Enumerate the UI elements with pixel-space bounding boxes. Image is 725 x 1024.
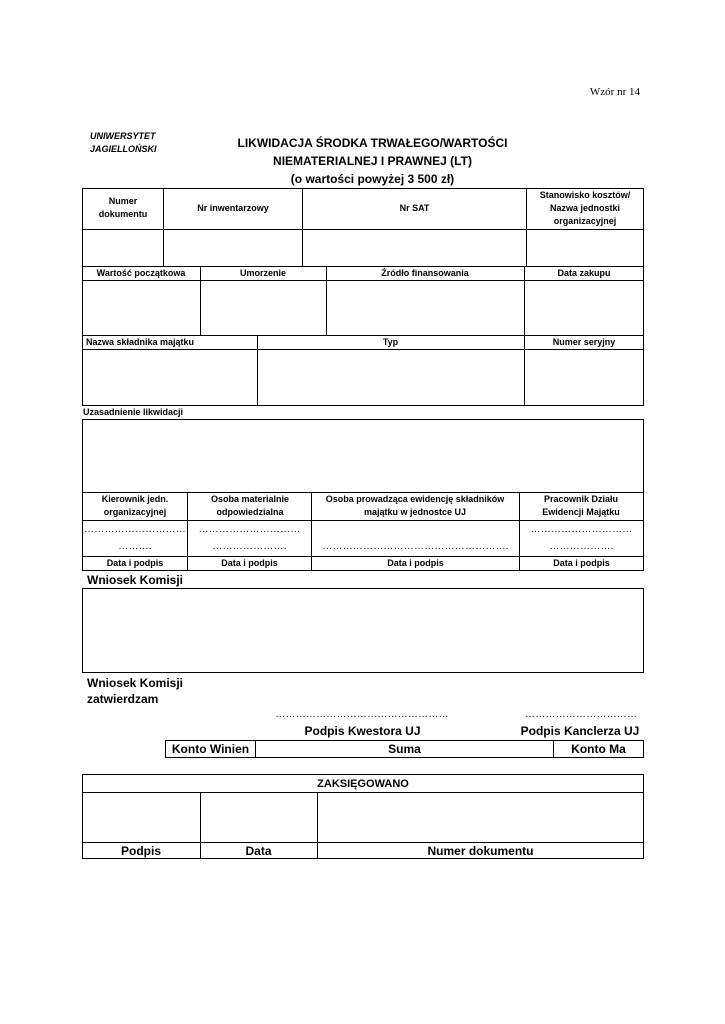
responsible-person-header: Osoba materialnie odpowiedzialna xyxy=(210,494,290,517)
sat-number-header: Nr SAT xyxy=(399,203,430,213)
booked-document-number-field[interactable] xyxy=(318,793,643,841)
doc-number-field[interactable] xyxy=(83,230,162,266)
inventory-number-header: Nr inwentarzowy xyxy=(197,203,269,213)
responsible-signature-dots-2[interactable]: …………………. xyxy=(212,541,287,552)
booked-date-field[interactable] xyxy=(201,793,316,841)
type-header: Typ xyxy=(382,337,399,347)
head-signature-dots-2[interactable]: ………. xyxy=(118,541,152,552)
university-name-line1: UNIWERSYTET xyxy=(90,131,156,141)
doc-number-header: Numer dokumentu xyxy=(98,196,148,219)
registry-signature-dots[interactable]: ………………………………………………. xyxy=(322,541,509,552)
registry-person-header: Osoba prowadząca ewidencję składników majątku w jednostce UJ xyxy=(325,494,505,517)
date-sign-label-4: Data i podpis xyxy=(553,558,610,568)
head-signature-dots-1[interactable]: ………………………… xyxy=(84,524,186,535)
serial-number-field[interactable] xyxy=(525,350,643,405)
purchase-date-header: Data zakupu xyxy=(557,268,611,278)
university-name-line2: JAGIELLOŃSKI xyxy=(90,144,157,154)
suma-label: Suma xyxy=(388,742,421,756)
sat-number-field[interactable] xyxy=(303,230,525,266)
kwestor-signature-label: Podpis Kwestora UJ xyxy=(304,724,421,738)
approval-label-line2: zatwierdzam xyxy=(87,692,159,706)
booked-document-number-label: Numer dokumentu xyxy=(427,844,534,858)
depreciation-header: Umorzenie xyxy=(239,268,286,278)
records-employee-header: Pracownik Działu Ewidencji Majątku xyxy=(542,494,620,517)
booked-title: ZAKSIĘGOWANO xyxy=(317,778,409,790)
inventory-number-field[interactable] xyxy=(164,230,301,266)
form-number: Wzór nr 14 xyxy=(589,86,640,98)
form-title-line2: NIEMATERIALNEJ I PRAWNEJ (LT) xyxy=(273,154,472,168)
head-of-unit-header: Kierownik jedn. organizacyjnej xyxy=(101,494,169,517)
depreciation-field[interactable] xyxy=(201,281,325,335)
cost-center-field[interactable] xyxy=(527,230,643,266)
commission-request-label: Wniosek Komisji xyxy=(87,573,184,587)
justification-field[interactable] xyxy=(82,419,644,493)
initial-value-field[interactable] xyxy=(83,281,199,335)
funding-source-header: Źródło finansowania xyxy=(381,268,469,278)
approval-label-line1: Wniosek Komisji xyxy=(87,676,184,690)
serial-number-header: Numer seryjny xyxy=(552,337,616,347)
initial-value-header: Wartość początkowa xyxy=(96,268,186,278)
purchase-date-field[interactable] xyxy=(525,281,643,335)
type-field[interactable] xyxy=(258,350,523,405)
booked-signature-label: Podpis xyxy=(120,844,161,858)
asset-name-field[interactable] xyxy=(83,350,256,405)
commission-request-field[interactable] xyxy=(82,588,644,673)
form-title-line1: LIKWIDACJA ŚRODKA TRWAŁEGO/WARTOŚCI xyxy=(237,136,508,150)
funding-source-field[interactable] xyxy=(327,281,523,335)
justification-label: Uzasadnienie likwidacji xyxy=(83,407,184,417)
records-signature-dots-1[interactable]: ………………………… xyxy=(530,524,633,535)
date-sign-label-1: Data i podpis xyxy=(106,558,164,568)
konto-winien-label: Konto Winien xyxy=(171,742,250,756)
booked-signature-field[interactable] xyxy=(83,793,199,841)
cost-center-header: Stanowisko kosztów/ Nazwa jednostki organizacyjnej xyxy=(539,190,631,226)
form-title-line3: (o wartości powyżej 3 500 zł) xyxy=(290,172,455,186)
booked-date-label: Data xyxy=(245,844,272,858)
records-signature-dots-2[interactable]: ………………. xyxy=(549,541,614,552)
date-sign-label-2: Data i podpis xyxy=(221,558,278,568)
kwestor-signature-dots[interactable]: …………………………………………… xyxy=(275,709,449,720)
konto-ma-label: Konto Ma xyxy=(571,742,626,756)
kanclerz-signature-label: Podpis Kanclerza UJ xyxy=(520,724,640,738)
asset-name-header: Nazwa składnika majątku xyxy=(86,337,195,347)
kanclerz-signature-dots[interactable]: …………………………… xyxy=(525,709,637,720)
date-sign-label-3: Data i podpis xyxy=(387,558,444,568)
responsible-signature-dots-1[interactable]: ………………………… xyxy=(198,524,301,535)
